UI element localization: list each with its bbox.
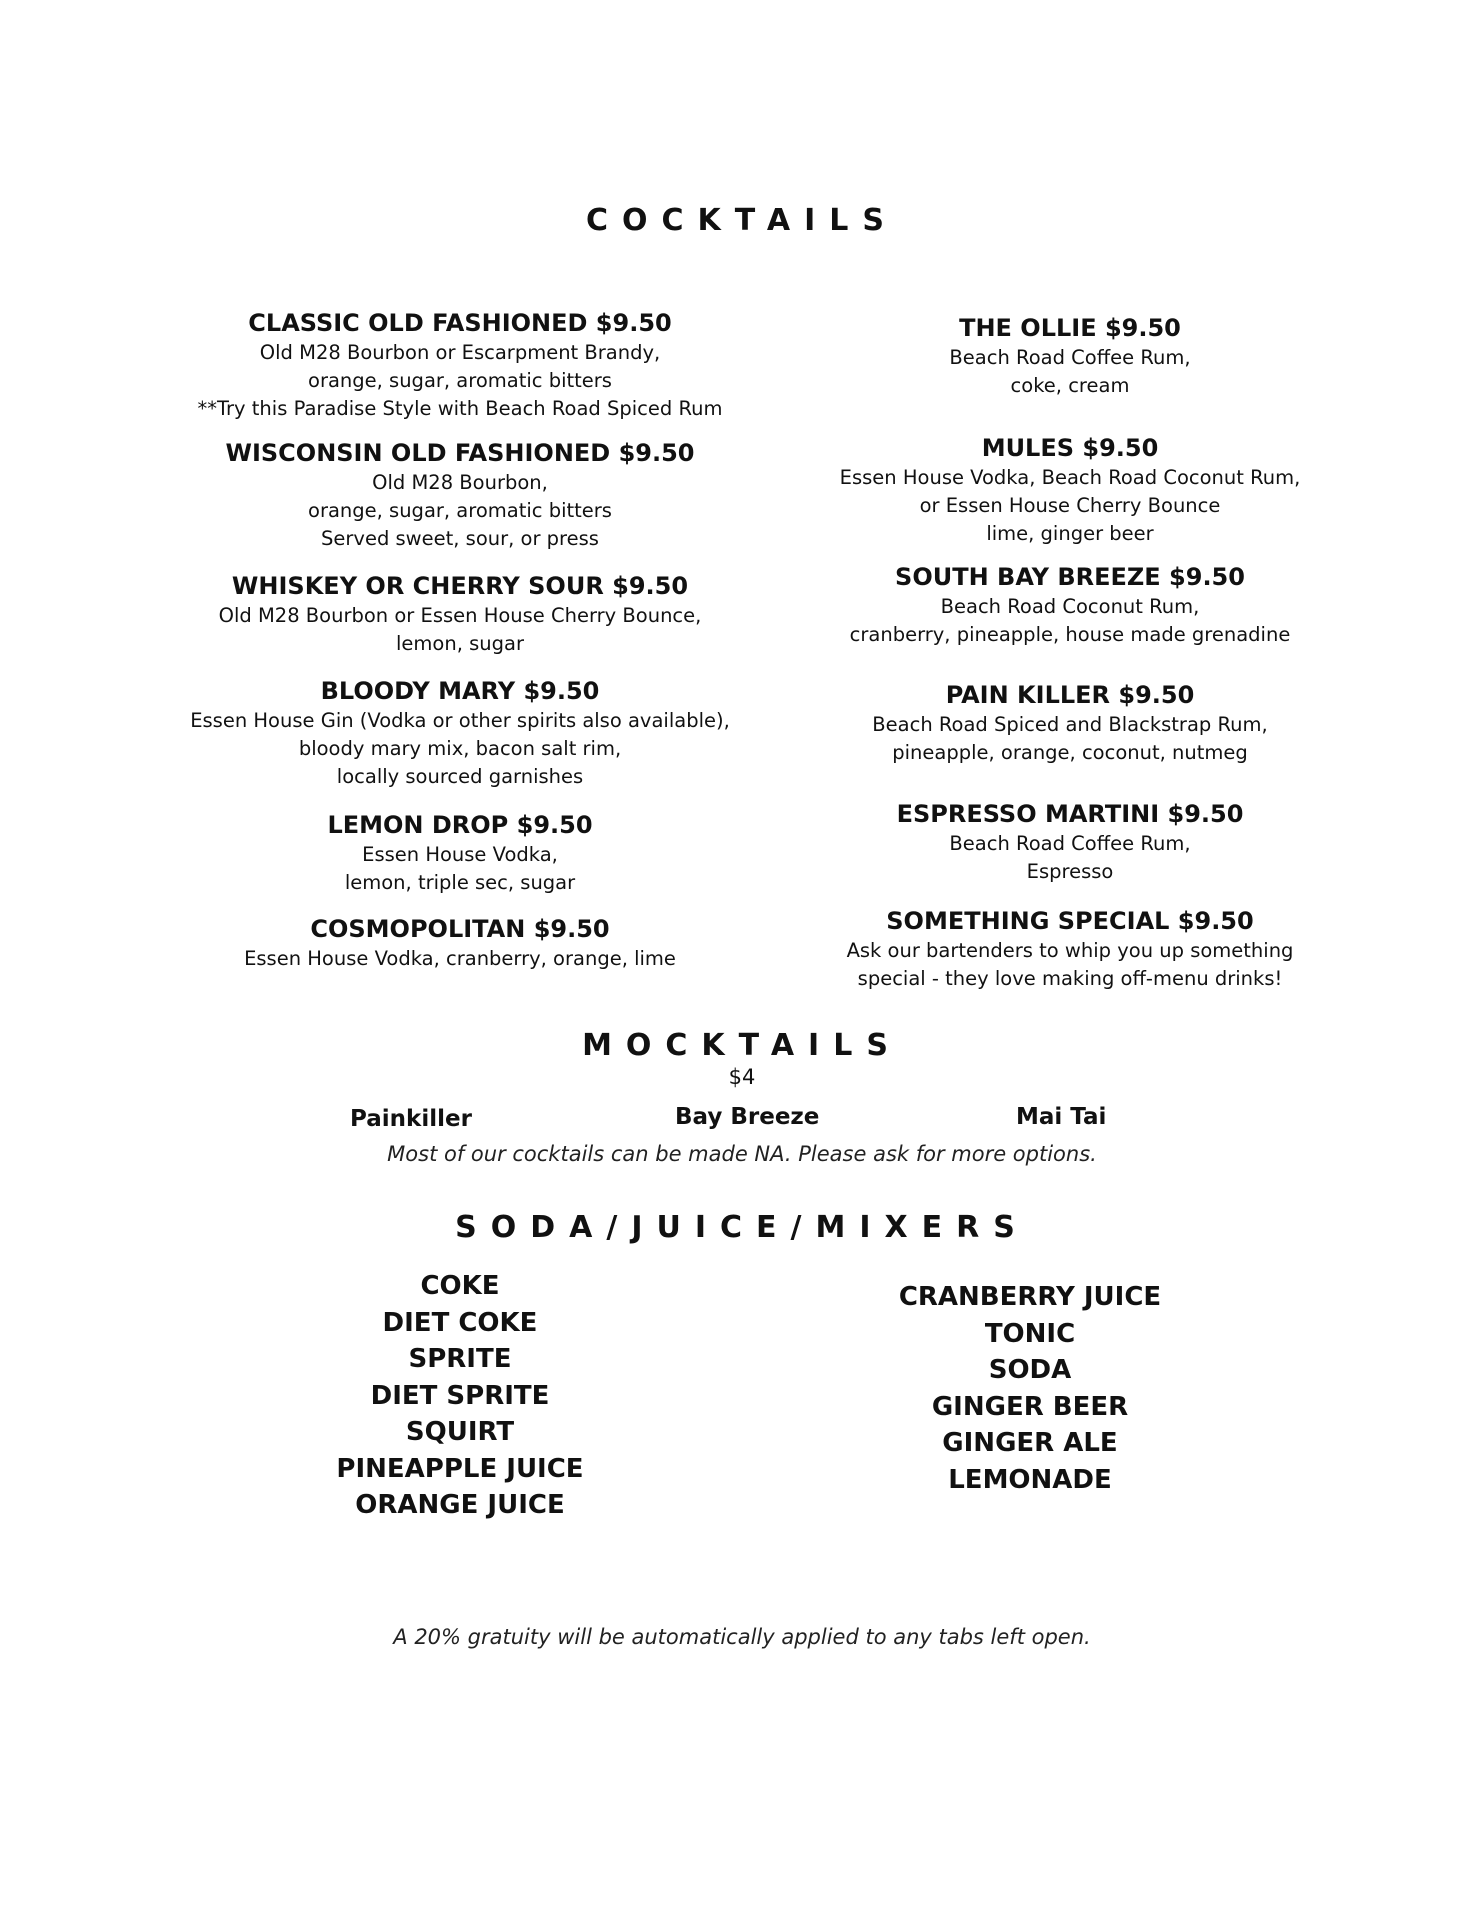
menu-item-bloody-mary <box>170 675 750 791</box>
menu-item-desc: bloody mary mix, bacon salt rim, <box>298 737 622 760</box>
menu-item-desc: special - they love making off-menu drinks! <box>857 967 1283 990</box>
menu-item-desc: Old M28 Bourbon or Essen House Cherry Bounce, <box>218 604 702 627</box>
menu-item-desc: Espresso <box>1026 860 1114 883</box>
menu-item-desc: lemon, sugar <box>396 632 524 655</box>
menu-item-name: SOMETHING SPECIAL $9.50 <box>886 907 1254 935</box>
menu-item-desc: Essen House Gin (Vodka or other spirits also available), <box>190 709 730 732</box>
soda-list-left <box>300 1268 620 1524</box>
menu-item-whiskey-sour <box>170 570 750 658</box>
menu-item-the-ollie <box>790 312 1350 400</box>
menu-item-desc: orange, sugar, aromatic bitters <box>308 369 612 392</box>
menu-item-desc: locally sourced garnishes <box>336 765 584 788</box>
menu-item-desc: Beach Road Coconut Rum, <box>940 595 1200 618</box>
mocktail-item: Mai Tai <box>1016 1104 1107 1130</box>
menu-item-desc: coke, cream <box>1010 374 1130 397</box>
menu-item-desc: pineapple, orange, coconut, nutmeg <box>892 741 1248 764</box>
soda-item: SQUIRT <box>405 1417 515 1447</box>
menu-item-desc: Beach Road Spiced and Blackstrap Rum, <box>872 713 1268 736</box>
menu-item-pain-killer <box>790 679 1350 767</box>
soda-item: SODA <box>988 1355 1072 1385</box>
soda-item: DIET SPRITE <box>370 1380 550 1411</box>
menu-item-espresso-martini <box>790 798 1350 886</box>
menu-item-name: SOUTH BAY BREEZE $9.50 <box>895 563 1245 591</box>
soda-item: GINGER BEER <box>931 1391 1129 1422</box>
menu-item-name: THE OLLIE $9.50 <box>959 314 1181 342</box>
menu-item-wisconsin-old-fashioned <box>170 437 750 553</box>
menu-item-desc: or Essen House Cherry Bounce <box>919 494 1221 517</box>
mocktail-item: Bay Breeze <box>675 1104 820 1130</box>
menu-item-name: WISCONSIN OLD FASHIONED $9.50 <box>225 439 695 467</box>
soda-item: TONIC <box>984 1318 1076 1349</box>
cocktails-heading: COCKTAILS <box>585 203 899 238</box>
menu-item-name: PAIN KILLER $9.50 <box>945 681 1195 709</box>
soda-item: SPRITE <box>408 1344 512 1374</box>
menu-item-desc: Essen House Vodka, <box>362 843 558 866</box>
menu-item-mules <box>790 432 1350 548</box>
soda-item: COKE <box>420 1271 500 1301</box>
soda-item: ORANGE JUICE <box>355 1490 565 1520</box>
menu-item-name: MULES $9.50 <box>981 434 1159 462</box>
soda-item: GINGER ALE <box>942 1428 1118 1458</box>
menu-item-desc: Served sweet, sour, or press <box>321 527 599 550</box>
menu-item-desc: lemon, triple sec, sugar <box>344 871 576 894</box>
menu-item-desc: lime, ginger beer <box>986 522 1154 545</box>
menu-item-desc: orange, sugar, aromatic bitters <box>308 499 612 522</box>
menu-item-desc: cranberry, pineapple, house made grenadine <box>849 623 1291 646</box>
menu-item-cosmopolitan <box>170 913 750 973</box>
menu-item-name: BLOODY MARY $9.50 <box>320 677 600 705</box>
mocktail-item: Painkiller <box>350 1106 472 1132</box>
menu-item-desc: **Try this Paradise Style with Beach Road Spiced Rum <box>197 397 723 420</box>
soda-item: PINEAPPLE JUICE <box>336 1453 584 1484</box>
menu-item-desc: Essen House Vodka, Beach Road Coconut Rum, <box>839 466 1301 489</box>
menu-item-desc: Beach Road Coffee Rum, <box>949 832 1191 855</box>
soda-item: CRANBERRY JUICE <box>898 1282 1162 1312</box>
menu-item-name: CLASSIC OLD FASHIONED $9.50 <box>248 309 672 337</box>
menu-item-desc: Old M28 Bourbon or Escarpment Brandy, <box>259 341 661 364</box>
mocktails-heading: MOCKTAILS <box>582 1028 902 1063</box>
menu-item-name: LEMON DROP $9.50 <box>327 811 593 839</box>
menu-item-name: WHISKEY OR CHERRY SOUR $9.50 <box>231 572 689 600</box>
menu-item-name: COSMOPOLITAN $9.50 <box>310 915 610 943</box>
menu-item-south-bay-breeze <box>790 561 1350 649</box>
mocktails-price: $4 <box>728 1065 756 1089</box>
soda-list-right <box>870 1279 1190 1498</box>
menu-item-desc: Ask our bartenders to whip you up something <box>846 939 1294 962</box>
menu-item-something-special <box>790 905 1350 993</box>
gratuity-note: A 20% gratuity will be automatically applied to any tabs left open. <box>393 1625 1091 1649</box>
soda-heading: SODA/JUICE/MIXERS <box>455 1210 1029 1245</box>
menu-item-desc: Beach Road Coffee Rum, <box>949 346 1191 369</box>
menu-item-lemon-drop <box>170 809 750 897</box>
menu-item-name: ESPRESSO MARTINI $9.50 <box>896 800 1244 828</box>
menu-item-desc: Old M28 Bourbon, <box>372 471 548 494</box>
soda-item: LEMONADE <box>948 1464 1112 1495</box>
menu-item-desc: Essen House Vodka, cranberry, orange, lime <box>244 947 676 970</box>
menu-item-classic-old-fashioned <box>170 307 750 423</box>
mocktails-note: Most of our cocktails can be made NA. Please ask for more options. <box>387 1142 1097 1166</box>
soda-item: DIET COKE <box>382 1307 538 1338</box>
